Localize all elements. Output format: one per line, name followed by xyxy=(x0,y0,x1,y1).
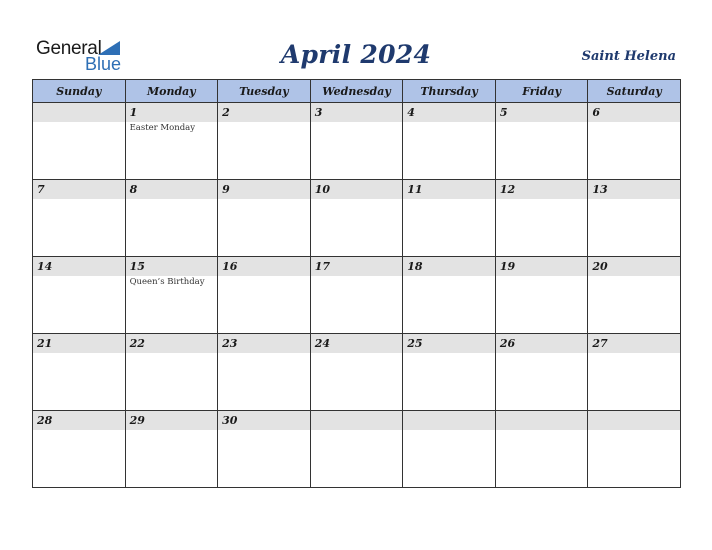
day-number: 18 xyxy=(407,260,423,273)
day-number: 6 xyxy=(592,106,601,119)
day-number-bar xyxy=(496,257,588,276)
day-number-bar xyxy=(33,334,125,353)
day-number-bar xyxy=(311,334,403,353)
weekday-header: Thursday xyxy=(403,80,496,103)
weekday-header: Tuesday xyxy=(218,80,311,103)
day-cell[interactable] xyxy=(495,180,588,257)
day-number: 17 xyxy=(314,260,330,273)
day-number-bar xyxy=(588,257,680,276)
day-number: 21 xyxy=(37,337,53,350)
day-number: 25 xyxy=(407,337,423,350)
holiday-label: Queen’s Birthday xyxy=(129,277,205,287)
day-number-bar xyxy=(588,103,680,122)
day-cell[interactable] xyxy=(33,180,126,257)
day-number: 26 xyxy=(499,337,516,350)
day-cell[interactable] xyxy=(403,334,496,411)
day-number: 24 xyxy=(314,337,330,350)
day-number: 13 xyxy=(592,183,608,196)
day-number: 3 xyxy=(314,106,323,119)
day-number-bar xyxy=(126,103,218,122)
day-cell[interactable] xyxy=(403,180,496,257)
day-cell[interactable] xyxy=(125,334,218,411)
day-number: 23 xyxy=(222,337,238,350)
region-label: Saint Helena xyxy=(581,49,676,64)
day-number: 9 xyxy=(222,183,230,196)
day-number: 7 xyxy=(37,183,45,196)
day-cell[interactable] xyxy=(588,411,681,488)
day-cell[interactable] xyxy=(310,411,403,488)
day-number: 4 xyxy=(407,106,415,119)
day-cell[interactable] xyxy=(310,257,403,334)
day-cell[interactable] xyxy=(588,334,681,411)
day-number: 2 xyxy=(222,106,230,119)
day-number: 16 xyxy=(222,260,238,273)
day-number: 29 xyxy=(129,414,145,427)
calendar-body xyxy=(33,103,681,488)
day-number: 27 xyxy=(592,337,608,350)
day-cell[interactable] xyxy=(310,103,403,180)
calendar-grid xyxy=(32,79,681,488)
day-number: 15 xyxy=(129,260,145,273)
day-number-bar xyxy=(218,334,310,353)
day-number-bar xyxy=(311,257,403,276)
week-row xyxy=(33,257,681,334)
weekday-header-row xyxy=(33,80,681,103)
day-cell[interactable] xyxy=(218,180,311,257)
holiday-label: Easter Monday xyxy=(129,123,196,133)
day-number-bar xyxy=(33,180,125,199)
day-cell[interactable] xyxy=(495,257,588,334)
day-cell[interactable] xyxy=(403,411,496,488)
day-cell[interactable] xyxy=(495,411,588,488)
day-cell[interactable] xyxy=(218,411,311,488)
day-number: 22 xyxy=(129,337,145,350)
day-cell[interactable] xyxy=(33,103,126,180)
day-cell[interactable] xyxy=(125,103,218,180)
day-number-bar xyxy=(126,180,218,199)
day-cell[interactable] xyxy=(33,411,126,488)
day-number-bar xyxy=(403,411,495,430)
day-cell[interactable] xyxy=(125,180,218,257)
day-number-bar xyxy=(33,103,125,122)
weekday-header: Sunday xyxy=(33,80,126,103)
weekday-header: Wednesday xyxy=(310,80,403,103)
day-number-bar xyxy=(588,334,680,353)
day-cell[interactable] xyxy=(33,257,126,334)
day-number: 11 xyxy=(407,183,423,196)
day-number-bar xyxy=(588,180,680,199)
day-number-bar xyxy=(496,411,588,430)
day-number: 14 xyxy=(37,260,53,273)
calendar-title: April 2024 xyxy=(280,40,432,69)
day-number: 20 xyxy=(592,260,608,273)
generalblue-logo xyxy=(36,38,128,74)
day-number-bar xyxy=(218,411,310,430)
day-cell[interactable] xyxy=(218,103,311,180)
day-number-bar xyxy=(496,334,588,353)
weekday-header: Friday xyxy=(495,80,588,103)
day-number-bar xyxy=(218,257,310,276)
day-cell[interactable] xyxy=(495,103,588,180)
day-cell[interactable] xyxy=(310,334,403,411)
week-row xyxy=(33,103,681,180)
week-row xyxy=(33,334,681,411)
day-number: 10 xyxy=(314,183,330,196)
day-number: 28 xyxy=(37,414,53,427)
weekday-header: Saturday xyxy=(588,80,681,103)
day-number: 5 xyxy=(499,106,508,119)
day-number-bar xyxy=(126,411,218,430)
day-cell[interactable] xyxy=(495,334,588,411)
day-number-bar xyxy=(218,103,310,122)
day-cell[interactable] xyxy=(588,257,681,334)
day-number-bar xyxy=(33,257,125,276)
day-cell[interactable] xyxy=(33,334,126,411)
day-number: 30 xyxy=(222,414,238,427)
day-number: 19 xyxy=(499,260,516,273)
day-cell[interactable] xyxy=(218,257,311,334)
day-number-bar xyxy=(403,334,495,353)
day-number-bar xyxy=(311,180,403,199)
logo-text-general: General xyxy=(36,38,102,59)
day-number: 12 xyxy=(499,183,516,196)
day-cell[interactable] xyxy=(403,257,496,334)
logo-text-blue: Blue xyxy=(85,54,122,74)
day-cell[interactable] xyxy=(588,180,681,257)
day-number-bar xyxy=(311,411,403,430)
day-number-bar xyxy=(496,180,588,199)
day-number-bar xyxy=(126,257,218,276)
day-cell[interactable] xyxy=(125,411,218,488)
weekday-header: Monday xyxy=(125,80,218,103)
day-number-bar xyxy=(403,180,495,199)
day-number-bar xyxy=(311,103,403,122)
day-number: 8 xyxy=(129,183,138,196)
day-number-bar xyxy=(496,103,588,122)
day-cell[interactable] xyxy=(218,334,311,411)
week-row xyxy=(33,180,681,257)
day-number-bar xyxy=(33,411,125,430)
day-cell[interactable] xyxy=(403,103,496,180)
day-number-bar xyxy=(588,411,680,430)
logo-triangle-icon xyxy=(98,41,120,55)
day-cell[interactable] xyxy=(588,103,681,180)
day-number: 1 xyxy=(129,106,138,119)
week-row xyxy=(33,411,681,488)
day-number-bar xyxy=(403,103,495,122)
day-number-bar xyxy=(126,334,218,353)
day-cell[interactable] xyxy=(125,257,218,334)
day-cell[interactable] xyxy=(310,180,403,257)
day-number-bar xyxy=(218,180,310,199)
day-number-bar xyxy=(403,257,495,276)
